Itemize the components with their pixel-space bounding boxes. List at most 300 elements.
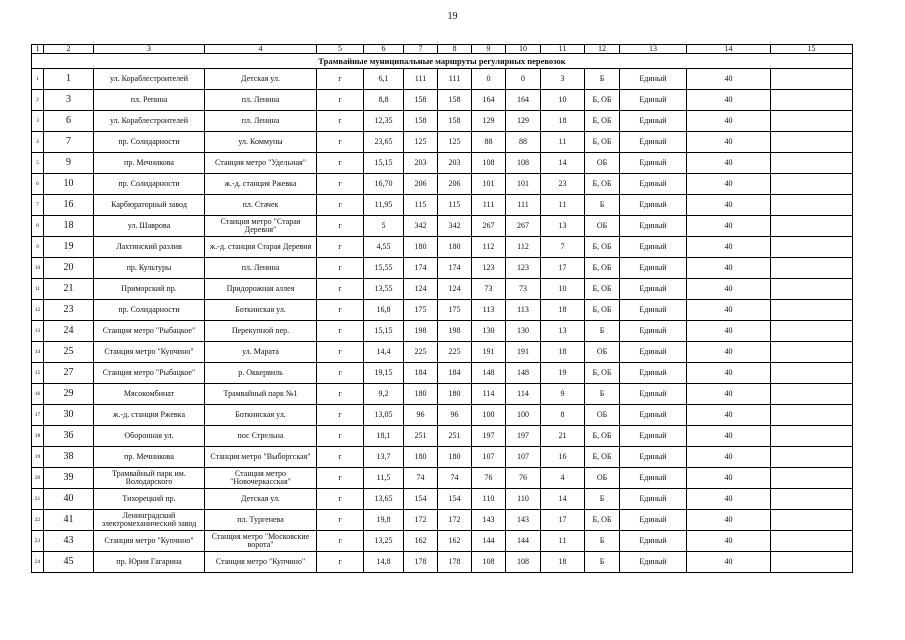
col10-cell: 0	[506, 69, 541, 90]
col15-cell	[771, 321, 853, 342]
column-header: 15	[771, 45, 853, 54]
column-header: 12	[585, 45, 620, 54]
row-index-cell: 3	[32, 111, 44, 132]
route-length-cell: 13,55	[364, 279, 404, 300]
vehicle-class-cell: Б, ОБ	[585, 174, 620, 195]
column-header: 10	[506, 45, 541, 54]
col10-cell: 143	[506, 510, 541, 531]
route-type-cell: г	[317, 132, 364, 153]
col9-cell: 191	[472, 342, 506, 363]
col8-cell: 251	[438, 426, 472, 447]
end-stop-cell: ул. Марата	[205, 342, 317, 363]
col8-cell: 162	[438, 531, 472, 552]
row-index-cell: 14	[32, 342, 44, 363]
route-type-cell: г	[317, 300, 364, 321]
col8-cell: 154	[438, 489, 472, 510]
col15-cell	[771, 69, 853, 90]
table-row	[32, 468, 853, 489]
end-stop-cell: Станция метро "Новочеркасская"	[205, 468, 317, 489]
tariff-cell: Единый	[620, 363, 687, 384]
vehicle-class-cell: ОБ	[585, 216, 620, 237]
table-row	[32, 489, 853, 510]
col14-cell: 40	[687, 69, 771, 90]
col8-cell: 225	[438, 342, 472, 363]
route-number-cell: 45	[44, 552, 94, 573]
route-length-cell: 23,65	[364, 132, 404, 153]
route-length-cell: 14,4	[364, 342, 404, 363]
col9-cell: 129	[472, 111, 506, 132]
col7-cell: 158	[404, 111, 438, 132]
row-index-cell: 11	[32, 279, 44, 300]
col14-cell: 40	[687, 300, 771, 321]
col14-cell: 40	[687, 342, 771, 363]
table-row	[32, 237, 853, 258]
tariff-cell: Единый	[620, 321, 687, 342]
tariff-cell: Единый	[620, 279, 687, 300]
row-index-cell: 8	[32, 216, 44, 237]
table-row	[32, 405, 853, 426]
route-type-cell: г	[317, 195, 364, 216]
route-number-cell: 43	[44, 531, 94, 552]
tariff-cell: Единый	[620, 258, 687, 279]
col11-cell: 8	[541, 405, 585, 426]
route-type-cell: г	[317, 216, 364, 237]
col8-cell: 74	[438, 468, 472, 489]
start-stop-cell: пр. Солидарности	[94, 300, 205, 321]
col9-cell: 148	[472, 363, 506, 384]
col8-cell: 175	[438, 300, 472, 321]
table-row	[32, 69, 853, 90]
vehicle-class-cell: Б, ОБ	[585, 111, 620, 132]
start-stop-cell: пр. Мечникова	[94, 447, 205, 468]
route-number-cell: 39	[44, 468, 94, 489]
col8-cell: 184	[438, 363, 472, 384]
col15-cell	[771, 447, 853, 468]
col7-cell: 342	[404, 216, 438, 237]
col9-cell: 114	[472, 384, 506, 405]
route-length-cell: 8,8	[364, 90, 404, 111]
col11-cell: 13	[541, 216, 585, 237]
table-row	[32, 363, 853, 384]
route-type-cell: г	[317, 69, 364, 90]
column-header: 7	[404, 45, 438, 54]
col10-cell: 267	[506, 216, 541, 237]
tariff-cell: Единый	[620, 552, 687, 573]
column-header: 8	[438, 45, 472, 54]
col10-cell: 129	[506, 111, 541, 132]
column-header: 9	[472, 45, 506, 54]
end-stop-cell: Придорожная аллея	[205, 279, 317, 300]
col14-cell: 40	[687, 363, 771, 384]
start-stop-cell: Оборонная ул.	[94, 426, 205, 447]
route-number-cell: 3	[44, 90, 94, 111]
col14-cell: 40	[687, 153, 771, 174]
start-stop-cell: пр. Солидарности	[94, 174, 205, 195]
start-stop-cell: Мясокомбинат	[94, 384, 205, 405]
col11-cell: 11	[541, 132, 585, 153]
col11-cell: 10	[541, 90, 585, 111]
tariff-cell: Единый	[620, 237, 687, 258]
end-stop-cell: пл. Ленина	[205, 111, 317, 132]
section-title-row	[32, 54, 853, 69]
end-stop-cell: Перекупной пер.	[205, 321, 317, 342]
col15-cell	[771, 405, 853, 426]
tariff-cell: Единый	[620, 468, 687, 489]
col10-cell: 107	[506, 447, 541, 468]
end-stop-cell: пл. Ленина	[205, 258, 317, 279]
col15-cell	[771, 237, 853, 258]
start-stop-cell: пр. Солидарности	[94, 132, 205, 153]
row-index-cell: 21	[32, 489, 44, 510]
route-type-cell: г	[317, 468, 364, 489]
col11-cell: 23	[541, 174, 585, 195]
end-stop-cell: Боткинская ул.	[205, 300, 317, 321]
route-length-cell: 15,15	[364, 321, 404, 342]
route-length-cell: 15,55	[364, 258, 404, 279]
route-type-cell: г	[317, 111, 364, 132]
start-stop-cell: пр. Юрия Гагарина	[94, 552, 205, 573]
end-stop-cell: пл. Тургенева	[205, 510, 317, 531]
col10-cell: 112	[506, 237, 541, 258]
table-row	[32, 279, 853, 300]
col15-cell	[771, 132, 853, 153]
col10-cell: 111	[506, 195, 541, 216]
route-type-cell: г	[317, 174, 364, 195]
route-type-cell: г	[317, 552, 364, 573]
col15-cell	[771, 426, 853, 447]
route-number-cell: 25	[44, 342, 94, 363]
col14-cell: 40	[687, 90, 771, 111]
col8-cell: 115	[438, 195, 472, 216]
row-index-cell: 9	[32, 237, 44, 258]
col11-cell: 4	[541, 468, 585, 489]
col7-cell: 154	[404, 489, 438, 510]
end-stop-cell: ж.-д. станция Ржевка	[205, 174, 317, 195]
end-stop-cell: р. Оккервиль	[205, 363, 317, 384]
route-type-cell: г	[317, 426, 364, 447]
vehicle-class-cell: Б	[585, 531, 620, 552]
table-row	[32, 90, 853, 111]
col15-cell	[771, 300, 853, 321]
column-header: 14	[687, 45, 771, 54]
route-type-cell: г	[317, 90, 364, 111]
col9-cell: 101	[472, 174, 506, 195]
col15-cell	[771, 216, 853, 237]
col8-cell: 206	[438, 174, 472, 195]
tariff-cell: Единый	[620, 510, 687, 531]
end-stop-cell: Станция метро "Выборгская"	[205, 447, 317, 468]
col15-cell	[771, 174, 853, 195]
end-stop-cell: Станция метро "Купчино"	[205, 552, 317, 573]
col14-cell: 40	[687, 195, 771, 216]
column-header: 1	[32, 45, 44, 54]
route-number-cell: 30	[44, 405, 94, 426]
table-row	[32, 384, 853, 405]
col15-cell	[771, 90, 853, 111]
col15-cell	[771, 258, 853, 279]
col15-cell	[771, 384, 853, 405]
route-number-cell: 40	[44, 489, 94, 510]
vehicle-class-cell: Б, ОБ	[585, 258, 620, 279]
col10-cell: 113	[506, 300, 541, 321]
table-row	[32, 342, 853, 363]
row-index-cell: 20	[32, 468, 44, 489]
col8-cell: 180	[438, 384, 472, 405]
row-index-cell: 19	[32, 447, 44, 468]
col9-cell: 108	[472, 552, 506, 573]
column-header: 5	[317, 45, 364, 54]
col8-cell: 178	[438, 552, 472, 573]
route-number-cell: 6	[44, 111, 94, 132]
start-stop-cell: пр. Культуры	[94, 258, 205, 279]
vehicle-class-cell: Б, ОБ	[585, 279, 620, 300]
start-stop-cell: Трамвайный парк им. Володарского	[94, 468, 205, 489]
col7-cell: 203	[404, 153, 438, 174]
route-length-cell: 13,65	[364, 489, 404, 510]
col7-cell: 172	[404, 510, 438, 531]
col8-cell: 96	[438, 405, 472, 426]
route-number-cell: 41	[44, 510, 94, 531]
end-stop-cell: Боткинская ул.	[205, 405, 317, 426]
col11-cell: 17	[541, 258, 585, 279]
vehicle-class-cell: Б	[585, 552, 620, 573]
table-row	[32, 300, 853, 321]
end-stop-cell: ул. Коммуны	[205, 132, 317, 153]
route-type-cell: г	[317, 363, 364, 384]
table-row	[32, 174, 853, 195]
col10-cell: 108	[506, 552, 541, 573]
tariff-cell: Единый	[620, 174, 687, 195]
col11-cell: 18	[541, 342, 585, 363]
row-index-cell: 24	[32, 552, 44, 573]
start-stop-cell: Станция метро "Купчино"	[94, 342, 205, 363]
tariff-cell: Единый	[620, 195, 687, 216]
row-index-cell: 23	[32, 531, 44, 552]
route-type-cell: г	[317, 489, 364, 510]
col7-cell: 251	[404, 426, 438, 447]
row-index-cell: 18	[32, 426, 44, 447]
col9-cell: 76	[472, 468, 506, 489]
col11-cell: 11	[541, 531, 585, 552]
end-stop-cell: Трамвайный парк №1	[205, 384, 317, 405]
row-index-cell: 10	[32, 258, 44, 279]
table-row	[32, 132, 853, 153]
start-stop-cell: Приморский пр.	[94, 279, 205, 300]
route-number-cell: 38	[44, 447, 94, 468]
column-header: 4	[205, 45, 317, 54]
row-index-cell: 2	[32, 90, 44, 111]
page-number: 19	[447, 11, 458, 22]
route-length-cell: 16,8	[364, 300, 404, 321]
route-type-cell: г	[317, 258, 364, 279]
col9-cell: 113	[472, 300, 506, 321]
end-stop-cell: Станция метро "Старая Деревня"	[205, 216, 317, 237]
col14-cell: 40	[687, 510, 771, 531]
route-length-cell: 19,15	[364, 363, 404, 384]
col10-cell: 101	[506, 174, 541, 195]
vehicle-class-cell: Б, ОБ	[585, 426, 620, 447]
col10-cell: 108	[506, 153, 541, 174]
column-header-row	[32, 45, 853, 54]
table-row	[32, 510, 853, 531]
row-index-cell: 7	[32, 195, 44, 216]
col14-cell: 40	[687, 489, 771, 510]
route-length-cell: 13,25	[364, 531, 404, 552]
row-index-cell: 22	[32, 510, 44, 531]
col10-cell: 123	[506, 258, 541, 279]
tariff-cell: Единый	[620, 426, 687, 447]
tariff-cell: Единый	[620, 342, 687, 363]
col9-cell: 112	[472, 237, 506, 258]
tariff-cell: Единый	[620, 90, 687, 111]
col10-cell: 130	[506, 321, 541, 342]
col7-cell: 162	[404, 531, 438, 552]
start-stop-cell: Станция метро "Рыбацкое"	[94, 363, 205, 384]
start-stop-cell: Станция метро "Рыбацкое"	[94, 321, 205, 342]
vehicle-class-cell: Б	[585, 69, 620, 90]
col14-cell: 40	[687, 279, 771, 300]
route-number-cell: 27	[44, 363, 94, 384]
table-row	[32, 258, 853, 279]
route-length-cell: 14,8	[364, 552, 404, 573]
end-stop-cell: пл. Стачек	[205, 195, 317, 216]
route-length-cell: 6,1	[364, 69, 404, 90]
table-row	[32, 531, 853, 552]
start-stop-cell: Станция метро "Купчино"	[94, 531, 205, 552]
route-number-cell: 1	[44, 69, 94, 90]
col11-cell: 18	[541, 552, 585, 573]
vehicle-class-cell: ОБ	[585, 342, 620, 363]
start-stop-cell: Тихорецкий пр.	[94, 489, 205, 510]
col9-cell: 164	[472, 90, 506, 111]
route-length-cell: 9,2	[364, 384, 404, 405]
col11-cell: 3	[541, 69, 585, 90]
col7-cell: 125	[404, 132, 438, 153]
col9-cell: 130	[472, 321, 506, 342]
col15-cell	[771, 195, 853, 216]
end-stop-cell: Детская ул.	[205, 489, 317, 510]
col8-cell: 158	[438, 90, 472, 111]
row-index-cell: 13	[32, 321, 44, 342]
vehicle-class-cell: Б	[585, 384, 620, 405]
col14-cell: 40	[687, 531, 771, 552]
column-header: 6	[364, 45, 404, 54]
vehicle-class-cell: Б, ОБ	[585, 363, 620, 384]
col10-cell: 197	[506, 426, 541, 447]
start-stop-cell: ул. Шаврова	[94, 216, 205, 237]
route-number-cell: 36	[44, 426, 94, 447]
route-length-cell: 5	[364, 216, 404, 237]
end-stop-cell: Станция метро "Удельная"	[205, 153, 317, 174]
table-row	[32, 426, 853, 447]
route-number-cell: 20	[44, 258, 94, 279]
col11-cell: 14	[541, 489, 585, 510]
col10-cell: 144	[506, 531, 541, 552]
route-length-cell: 13,7	[364, 447, 404, 468]
vehicle-class-cell: Б, ОБ	[585, 447, 620, 468]
col14-cell: 40	[687, 216, 771, 237]
col11-cell: 21	[541, 426, 585, 447]
vehicle-class-cell: ОБ	[585, 405, 620, 426]
col7-cell: 111	[404, 69, 438, 90]
col7-cell: 180	[404, 447, 438, 468]
col10-cell: 88	[506, 132, 541, 153]
start-stop-cell: пр. Мечникова	[94, 153, 205, 174]
route-type-cell: г	[317, 237, 364, 258]
col10-cell: 73	[506, 279, 541, 300]
end-stop-cell: Детская ул.	[205, 69, 317, 90]
route-length-cell: 11,95	[364, 195, 404, 216]
col14-cell: 40	[687, 174, 771, 195]
col11-cell: 11	[541, 195, 585, 216]
route-type-cell: г	[317, 447, 364, 468]
tariff-cell: Единый	[620, 300, 687, 321]
col11-cell: 10	[541, 279, 585, 300]
col9-cell: 73	[472, 279, 506, 300]
col14-cell: 40	[687, 447, 771, 468]
col15-cell	[771, 153, 853, 174]
col14-cell: 40	[687, 258, 771, 279]
route-length-cell: 13,05	[364, 405, 404, 426]
col9-cell: 100	[472, 405, 506, 426]
end-stop-cell: пос Стрельна	[205, 426, 317, 447]
end-stop-cell: пл. Ленина	[205, 90, 317, 111]
route-length-cell: 15,15	[364, 153, 404, 174]
tariff-cell: Единый	[620, 69, 687, 90]
col14-cell: 40	[687, 426, 771, 447]
column-header: 3	[94, 45, 205, 54]
row-index-cell: 5	[32, 153, 44, 174]
table-row	[32, 111, 853, 132]
route-number-cell: 7	[44, 132, 94, 153]
col9-cell: 110	[472, 489, 506, 510]
col14-cell: 40	[687, 405, 771, 426]
col8-cell: 198	[438, 321, 472, 342]
end-stop-cell: Станция метро "Московские ворота"	[205, 531, 317, 552]
col7-cell: 198	[404, 321, 438, 342]
route-length-cell: 18,1	[364, 426, 404, 447]
col15-cell	[771, 279, 853, 300]
route-type-cell: г	[317, 279, 364, 300]
col15-cell	[771, 111, 853, 132]
col9-cell: 0	[472, 69, 506, 90]
row-index-cell: 4	[32, 132, 44, 153]
start-stop-cell: ул. Кораблестроителей	[94, 69, 205, 90]
row-index-cell: 6	[32, 174, 44, 195]
col8-cell: 174	[438, 258, 472, 279]
start-stop-cell: Ленинградский электромеханический завод	[94, 510, 205, 531]
col10-cell: 114	[506, 384, 541, 405]
route-number-cell: 10	[44, 174, 94, 195]
col7-cell: 158	[404, 90, 438, 111]
table-row	[32, 321, 853, 342]
col15-cell	[771, 468, 853, 489]
route-number-cell: 29	[44, 384, 94, 405]
col7-cell: 174	[404, 258, 438, 279]
col10-cell: 110	[506, 489, 541, 510]
route-type-cell: г	[317, 153, 364, 174]
col7-cell: 180	[404, 384, 438, 405]
col14-cell: 40	[687, 468, 771, 489]
route-number-cell: 9	[44, 153, 94, 174]
col8-cell: 172	[438, 510, 472, 531]
row-index-cell: 15	[32, 363, 44, 384]
vehicle-class-cell: Б	[585, 489, 620, 510]
tariff-cell: Единый	[620, 384, 687, 405]
col9-cell: 267	[472, 216, 506, 237]
route-number-cell: 21	[44, 279, 94, 300]
col15-cell	[771, 489, 853, 510]
